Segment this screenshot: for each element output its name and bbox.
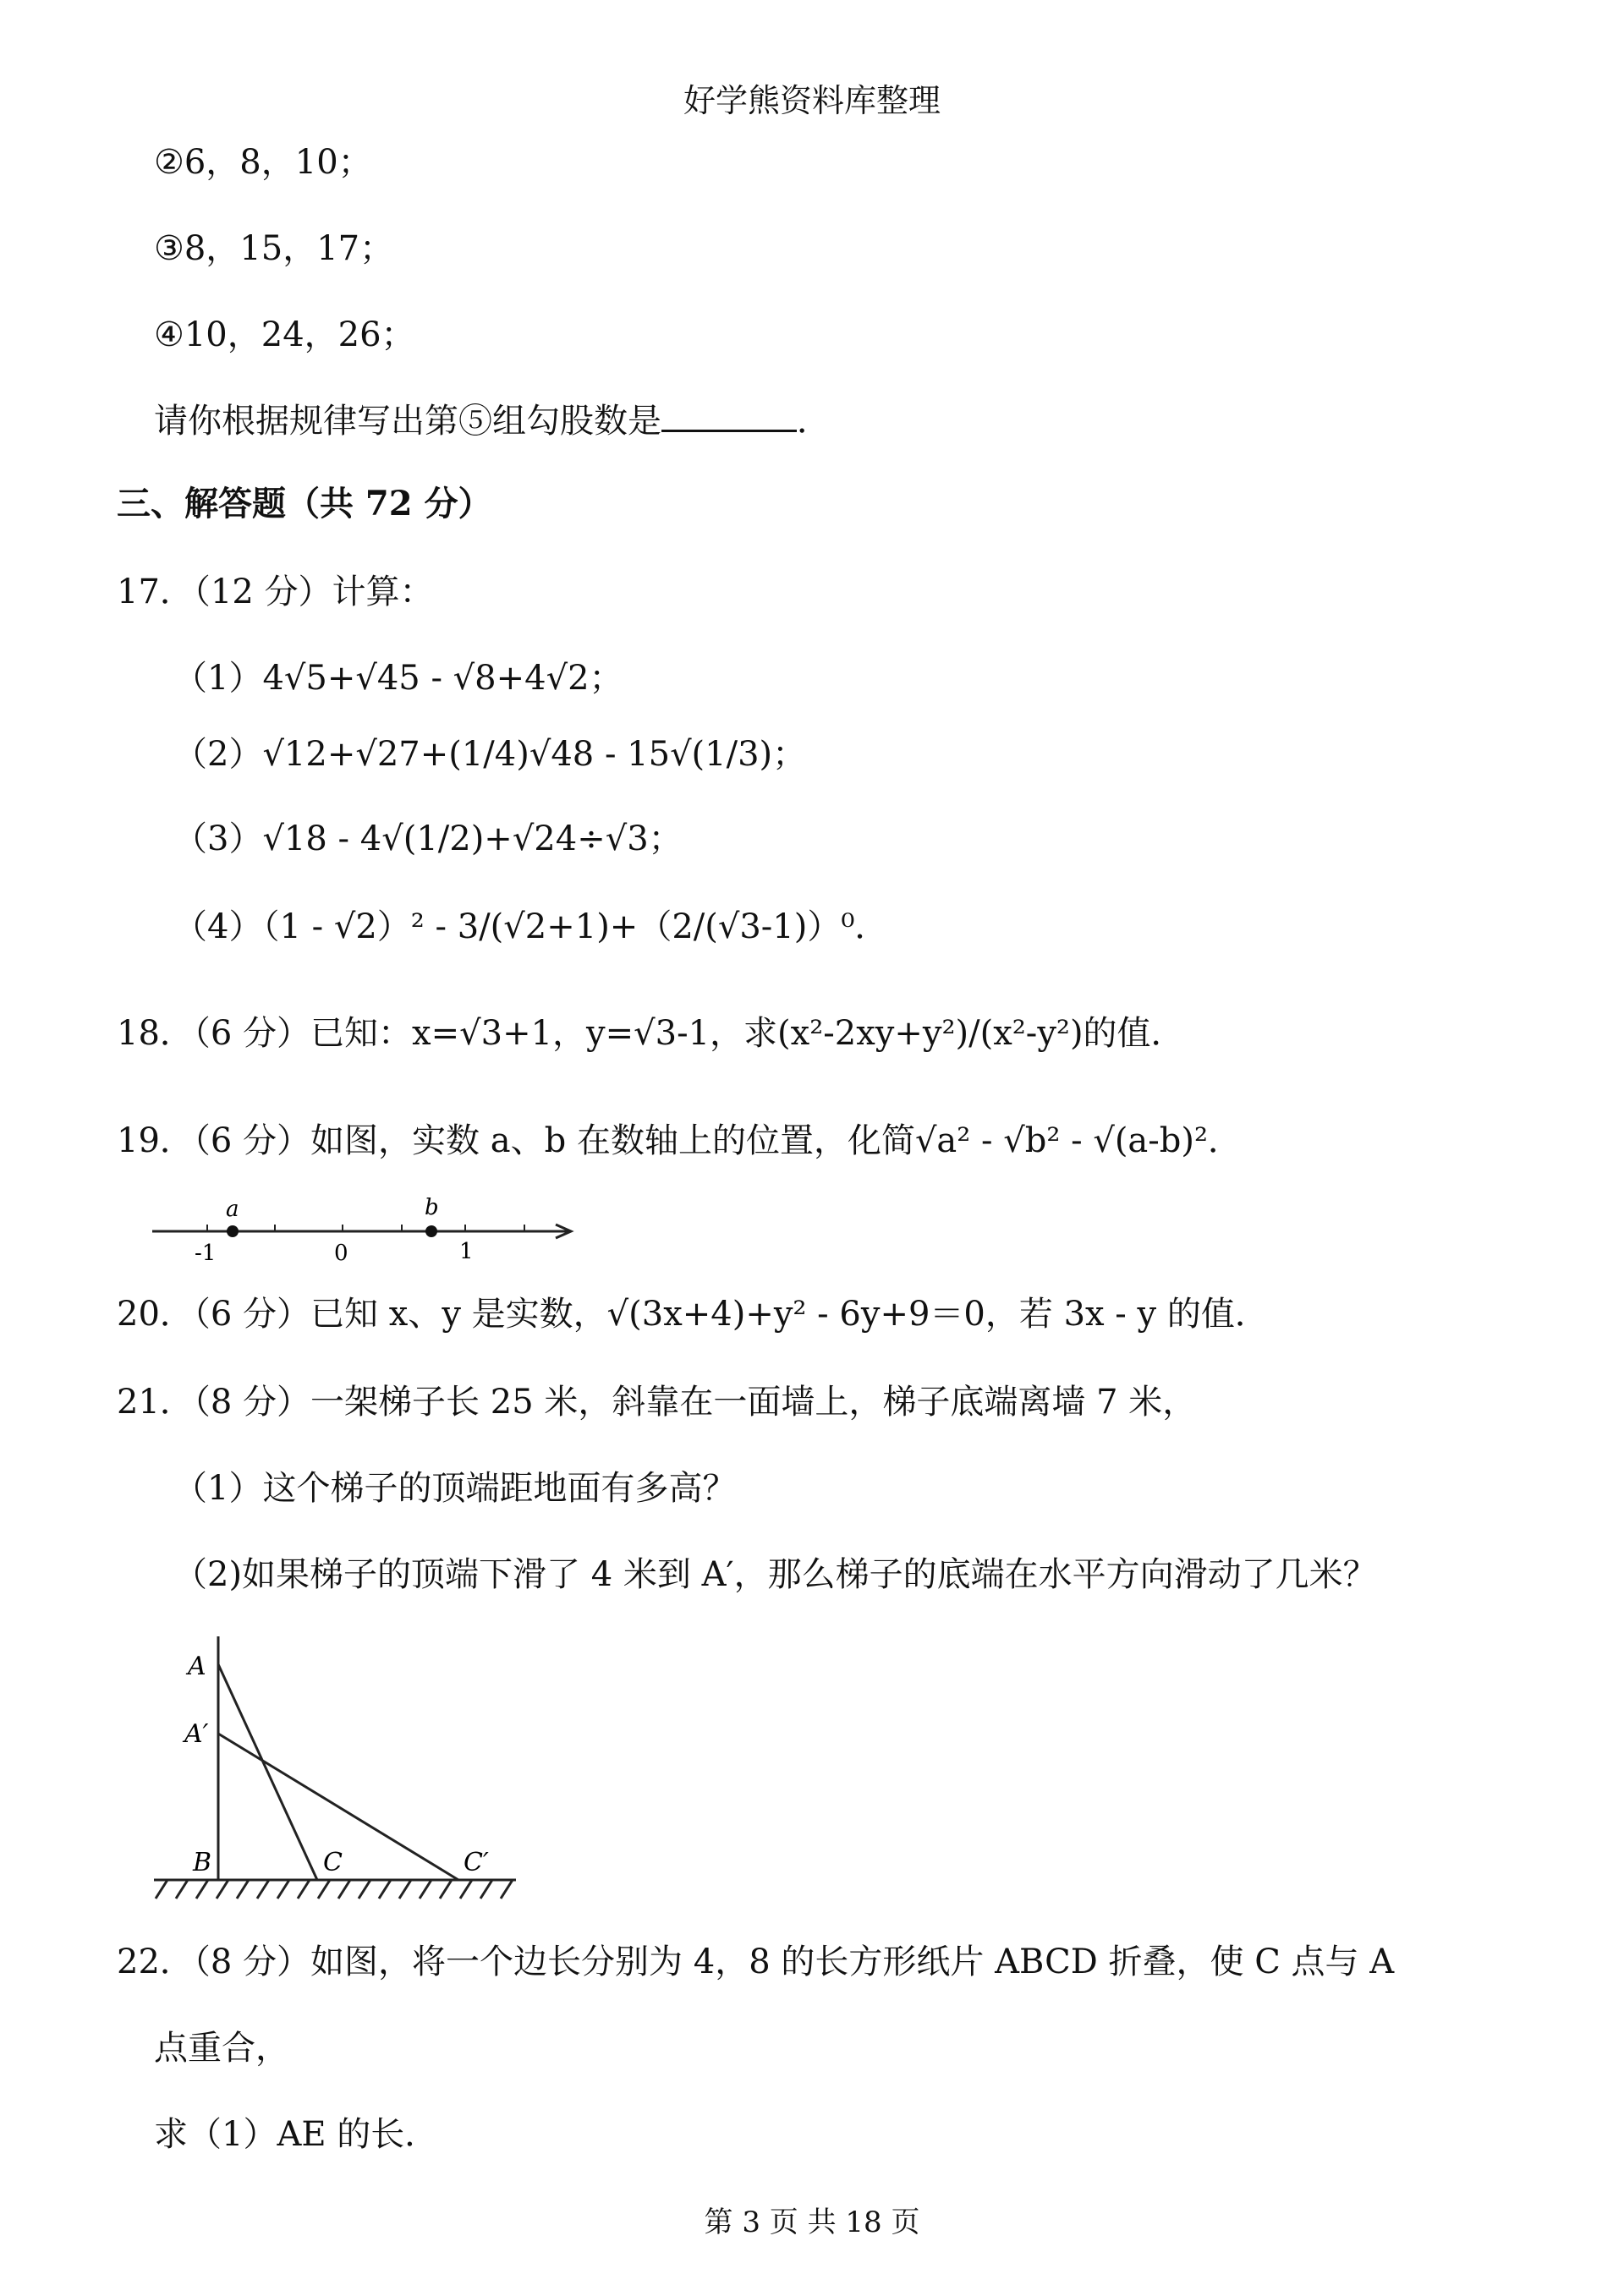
question-17: 17．（12 分）计算： bbox=[117, 573, 434, 611]
point-b bbox=[425, 1225, 437, 1237]
prompt-text: 请你根据规律写出第⑤组勾股数是 bbox=[154, 402, 661, 441]
question-18: 18．（6 分）已知：x=√3+1，y=√3-1，求(x²-2xy+y²)/(x²-y²)的值． bbox=[117, 1014, 1185, 1053]
label-a: a bbox=[226, 1197, 239, 1222]
page-header: 好学熊资料库整理 bbox=[683, 82, 941, 119]
label-0: 0 bbox=[334, 1241, 348, 1266]
question-21-part-2: （2)如果梯子的顶端下滑了 4 米到 A′，那么梯子的底端在水平方向滑动了几米？ bbox=[173, 1555, 1377, 1594]
question-20: 20．（6 分）已知 x、y 是实数，√(3x+4)+y² - 6y+9＝0，若 3x - y 的值． bbox=[117, 1295, 1269, 1334]
line-group-5-prompt bbox=[154, 401, 831, 441]
question-17-part-1: （1）4√5+√45 - √8+4√2； bbox=[173, 659, 623, 698]
answer-blank bbox=[661, 403, 797, 432]
question-21: 21．（8 分）一架梯子长 25 米，斜靠在一面墙上，梯子底端离墙 7 米， bbox=[117, 1383, 1197, 1422]
line-group-3: ③8，15，17； bbox=[154, 229, 394, 268]
question-22-part-1: 求（1）AE 的长． bbox=[154, 2115, 439, 2154]
line-group-4: ④10，24，26； bbox=[154, 315, 415, 354]
question-17-part-4: （4）（1 - √2）² - 3/(√2+1)+（2/(√3-1)）⁰． bbox=[173, 907, 889, 946]
ground-hatching bbox=[156, 1880, 513, 1899]
label-A-prime: A′ bbox=[184, 1719, 209, 1749]
page-footer: 第 3 页 共 18 页 bbox=[704, 2206, 920, 2239]
number-line-figure bbox=[148, 1191, 588, 1267]
label-C-prime: C′ bbox=[464, 1848, 489, 1877]
section-heading: 三、解答题（共 72 分） bbox=[117, 484, 492, 523]
question-19: 19．（6 分）如图，实数 a、b 在数轴上的位置，化简√a² - √b² - √(a-b)²． bbox=[117, 1121, 1243, 1160]
label-minus-1: -1 bbox=[195, 1241, 217, 1266]
ladder-original bbox=[218, 1664, 317, 1880]
question-22-continuation: 点重合， bbox=[154, 2029, 289, 2068]
prompt-end: ． bbox=[797, 402, 831, 441]
ladder-figure bbox=[144, 1624, 533, 1907]
question-22: 22．（8 分）如图，将一个边长分别为 4，8 的长方形纸片 ABCD 折叠，使 C 点与 A bbox=[117, 1943, 1395, 1981]
line-group-2: ②6，8，10； bbox=[154, 143, 372, 182]
question-17-part-2: （2）√12+√27+(1/4)√48 - 15√(1/3)； bbox=[173, 735, 807, 774]
label-b: b bbox=[425, 1195, 439, 1220]
label-1: 1 bbox=[459, 1239, 474, 1264]
label-B: B bbox=[193, 1848, 212, 1877]
question-17-part-3: （3）√18 - 4√(1/2)+√24÷√3； bbox=[173, 819, 683, 858]
point-a bbox=[227, 1225, 239, 1237]
label-C: C bbox=[323, 1848, 343, 1877]
question-21-part-1: （1）这个梯子的顶端距地面有多高？ bbox=[173, 1469, 737, 1508]
label-A: A bbox=[188, 1652, 206, 1681]
